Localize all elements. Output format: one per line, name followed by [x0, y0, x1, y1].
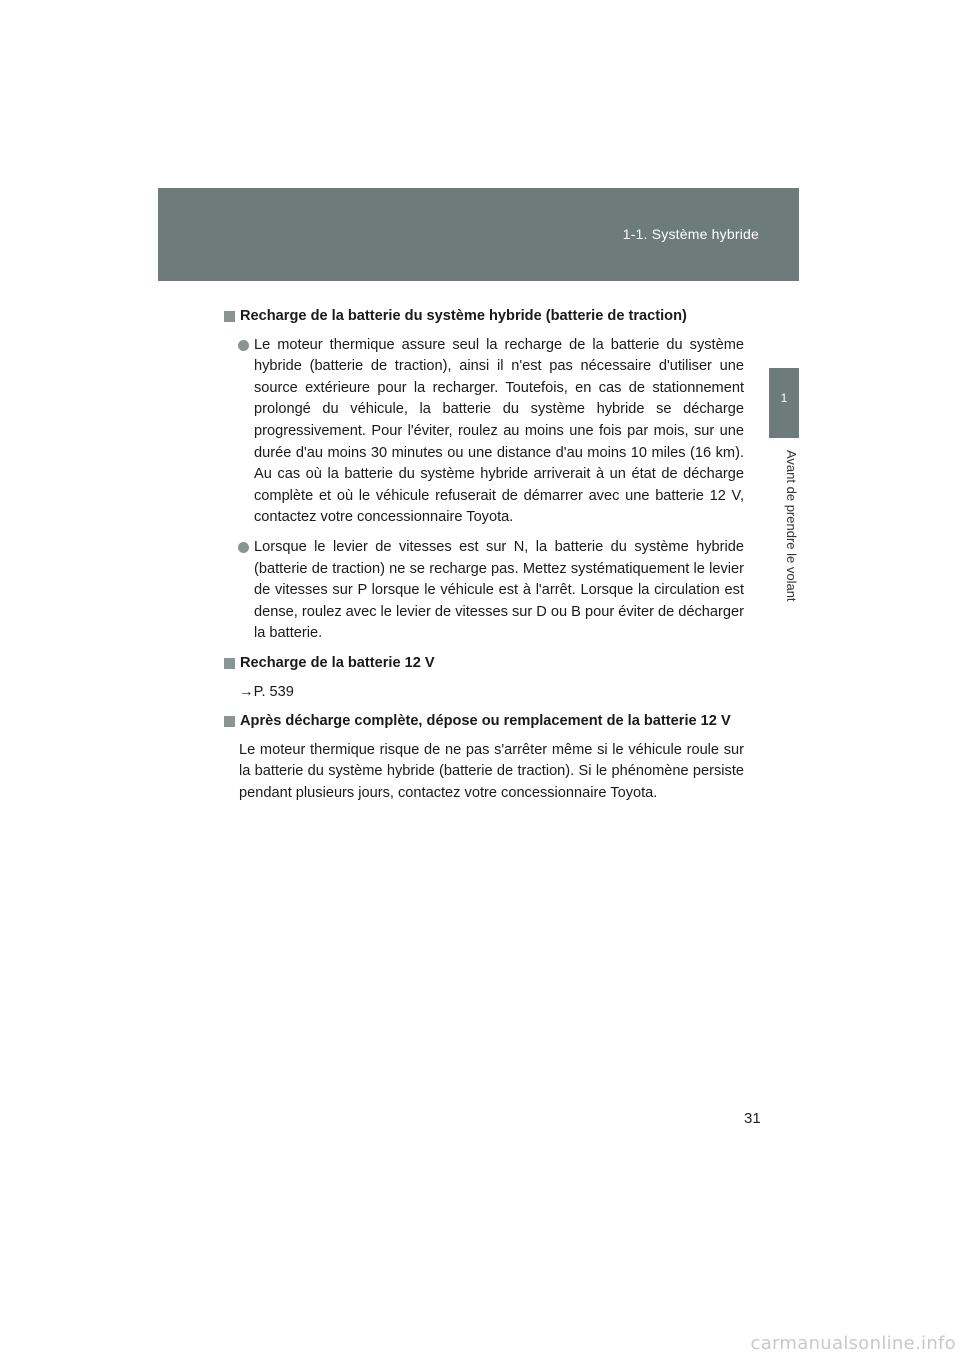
square-bullet-icon	[224, 311, 235, 322]
chapter-number: 1	[780, 391, 788, 405]
section-heading	[224, 711, 744, 733]
section-heading-text: Recharge de la batterie du système hybride (batterie de traction)	[240, 308, 687, 324]
round-bullet-icon	[238, 542, 249, 553]
section-paragraph: Le moteur thermique risque de ne pas s'arrêter même si le véhicule roule sur la batterie du système hybride (batterie de traction). Si le phénomène persiste pendant plusieurs jours, contactez votre concessionnaire Toyota.	[239, 741, 744, 801]
list-item	[238, 335, 744, 529]
page-reference-link[interactable]: →P. 539	[239, 683, 294, 700]
chapter-header-band	[158, 188, 799, 281]
chapter-side-label: Avant de prendre le volant	[784, 450, 799, 602]
watermark: carmanualsonline.info	[750, 1333, 956, 1354]
list-item-text: Le moteur thermique assure seul la recharge de la batterie du système hybride (batterie de traction), ainsi il n'est pas nécessaire d'utiliser une source extérieure pour la recharger. Toutefois, en cas de stationnement prolongé du véhicule, la batterie du système hybride se décharge progressivement. Pour l'éviter, roulez au moins une fois par mois, sur une durée d'au moins 30 minutes ou une distance d'au moins 10 miles (16 km). Au cas où la batterie du système hybride arriverait à un état de décharge complète et où le véhicule refuserait de démarrer avec une batterie 12 V, contactez votre concessionnaire Toyota.	[254, 336, 744, 526]
section-heading-text: Après décharge complète, dépose ou remplacement de la batterie 12 V	[240, 713, 731, 730]
chapter-side-tab	[769, 368, 799, 438]
section-heading	[224, 653, 744, 675]
square-bullet-icon	[224, 658, 235, 669]
section-heading-text: Recharge de la batterie 12 V	[240, 654, 435, 671]
list-item	[238, 537, 744, 645]
page-content	[224, 306, 744, 811]
page-number: 31	[744, 1110, 761, 1127]
round-bullet-icon	[238, 340, 249, 351]
list-item-text: Lorsque le levier de vitesses est sur N, la batterie du système hybride (batterie de traction) ne se recharge pas. Mettez systématiquement le levier de vitesses sur P lorsque le véhicule est à l'arrêt. Lorsque la circulation est dense, roulez avec le levier de vitesses sur D ou B pour éviter de décharger la batterie.	[254, 538, 744, 642]
section-heading	[224, 306, 744, 328]
square-bullet-icon	[224, 716, 235, 727]
chapter-section-title: 1-1. Système hybride	[622, 226, 759, 242]
